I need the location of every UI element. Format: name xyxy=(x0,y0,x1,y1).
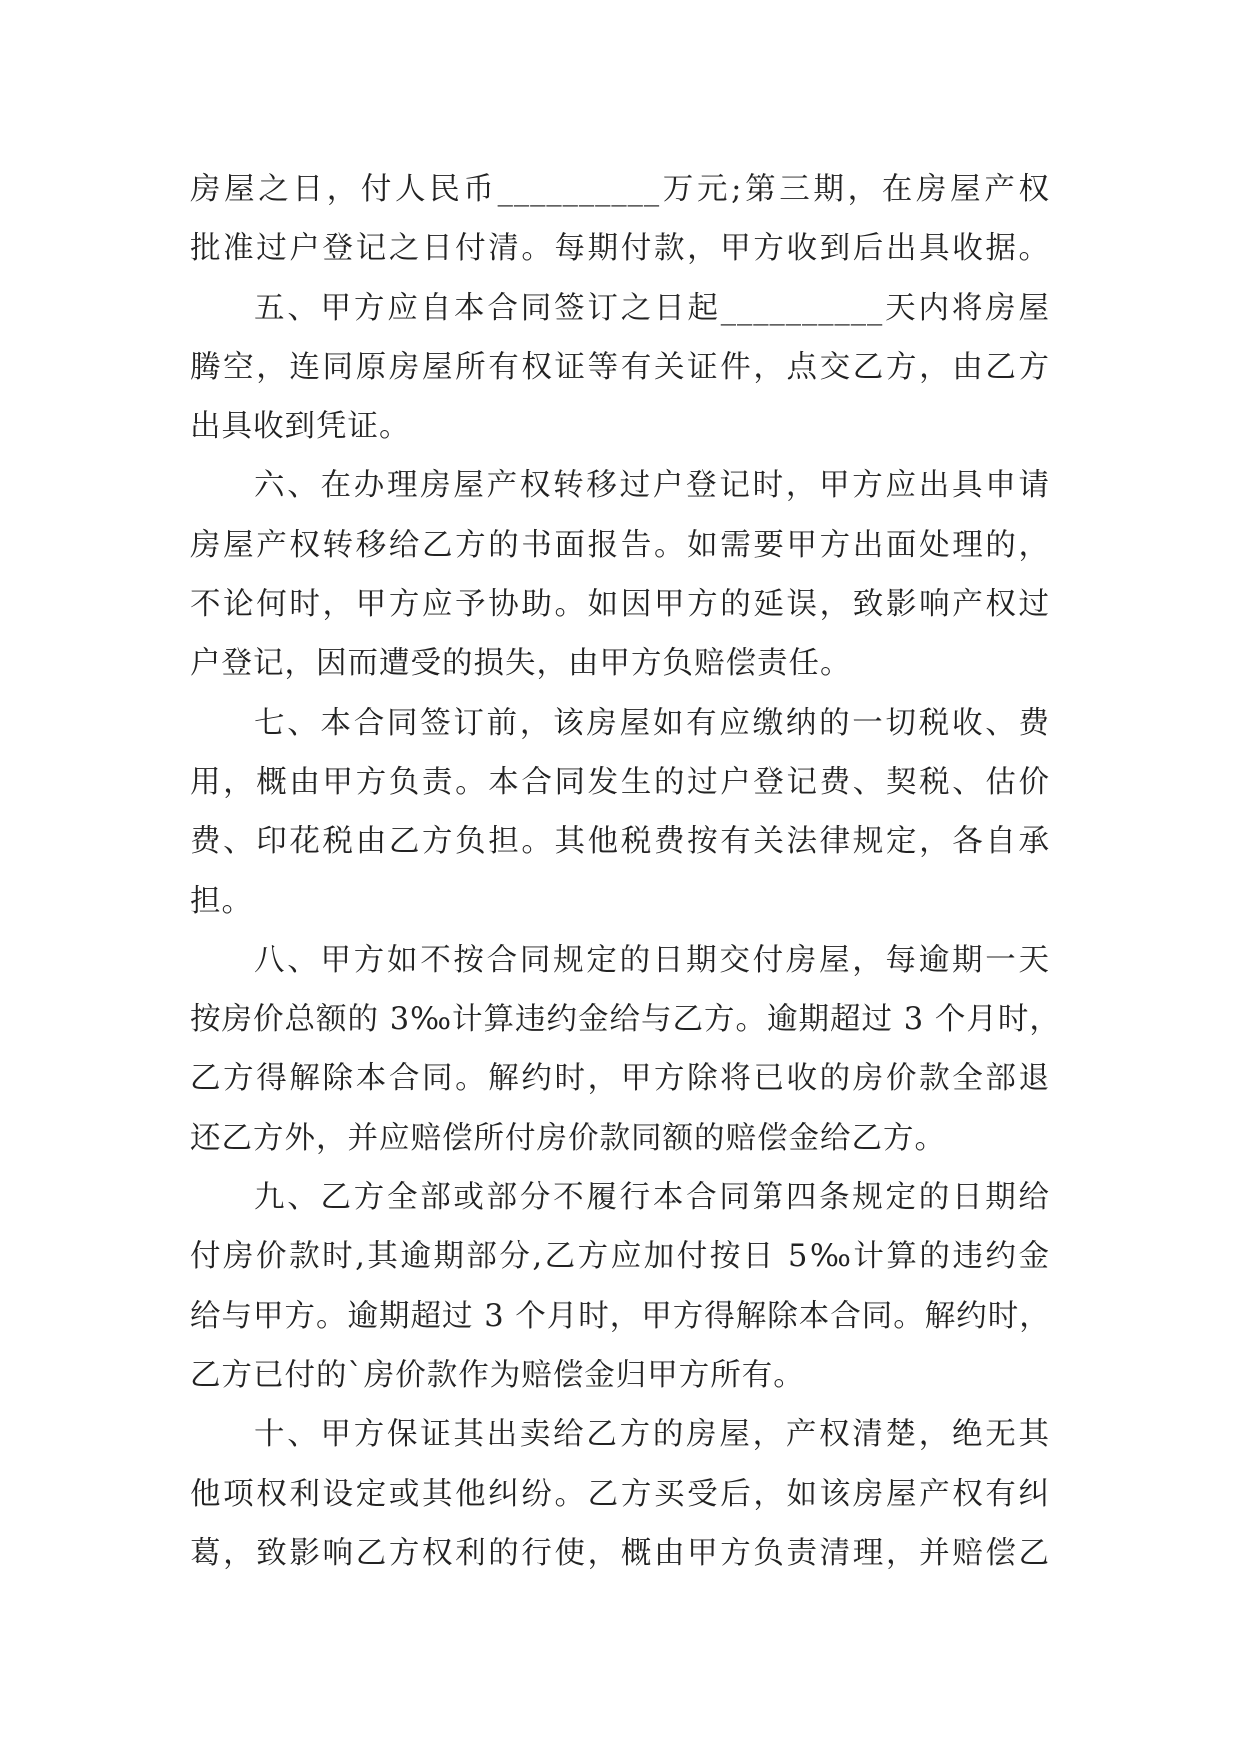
text-line: 付房价款时,其逾期部分,乙方应加付按日 5‰计算的违约金 xyxy=(190,1239,1050,1275)
text-line: 他项权利设定或其他纠纷。乙方买受后，如该房屋产权有纠 xyxy=(190,1476,1050,1512)
text-line: 不论何时，甲方应予协助。如因甲方的延误，致影响产权过 xyxy=(190,587,1050,623)
clause-7-start: 七、本合同签订前，该房屋如有应缴纳的一切税收、费 xyxy=(254,705,1050,741)
text-line: 房屋之日，付人民币__________万元;第三期，在房屋产权 xyxy=(190,172,1050,207)
text-line: 葛，致影响乙方权利的行使，概由甲方负责清理，并赔偿乙 xyxy=(190,1535,1050,1571)
text-line: 用，概由甲方负责。本合同发生的过户登记费、契税、估价 xyxy=(190,764,1050,800)
clause-5-start: 五、甲方应自本合同签订之日起__________天内将房屋 xyxy=(254,290,1050,326)
text-line: 还乙方外，并应赔偿所付房价款同额的赔偿金给乙方。 xyxy=(190,1120,946,1156)
document-body xyxy=(190,160,1061,1583)
text-line: 乙方已付的`房价款作为赔偿金归甲方所有。 xyxy=(190,1357,805,1393)
text-line: 担。 xyxy=(190,883,253,919)
text-line: 按房价总额的 3‰计算违约金给与乙方。逾期超过 3 个月时， xyxy=(190,1002,1061,1038)
clause-8-start: 八、甲方如不按合同规定的日期交付房屋，每逾期一天 xyxy=(254,942,1050,978)
text-line: 费、印花税由乙方负担。其他税费按有关法律规定，各自承 xyxy=(190,824,1050,860)
text-line: 乙方得解除本合同。解约时，甲方除将已收的房价款全部退 xyxy=(190,1061,1050,1097)
clause-9-start: 九、乙方全部或部分不履行本合同第四条规定的日期给 xyxy=(254,1180,1050,1216)
text-line: 出具收到凭证。 xyxy=(190,409,411,445)
text-line: 户登记，因而遭受的损失，由甲方负赔偿责任。 xyxy=(190,646,852,682)
text-line: 批准过户登记之日付清。每期付款，甲方收到后出具收据。 xyxy=(190,231,1050,267)
clause-10-start: 十、甲方保证其出卖给乙方的房屋，产权清楚，绝无其 xyxy=(254,1417,1050,1453)
clause-6-start: 六、在办理房屋产权转移过户登记时，甲方应出具申请 xyxy=(254,468,1050,504)
text-line: 房屋产权转移给乙方的书面报告。如需要甲方出面处理的， xyxy=(190,527,1050,563)
text-line: 给与甲方。逾期超过 3 个月时，甲方得解除本合同。解约时， xyxy=(190,1298,1051,1334)
text-line: 腾空，连同原房屋所有权证等有关证件，点交乙方，由乙方 xyxy=(190,349,1050,385)
